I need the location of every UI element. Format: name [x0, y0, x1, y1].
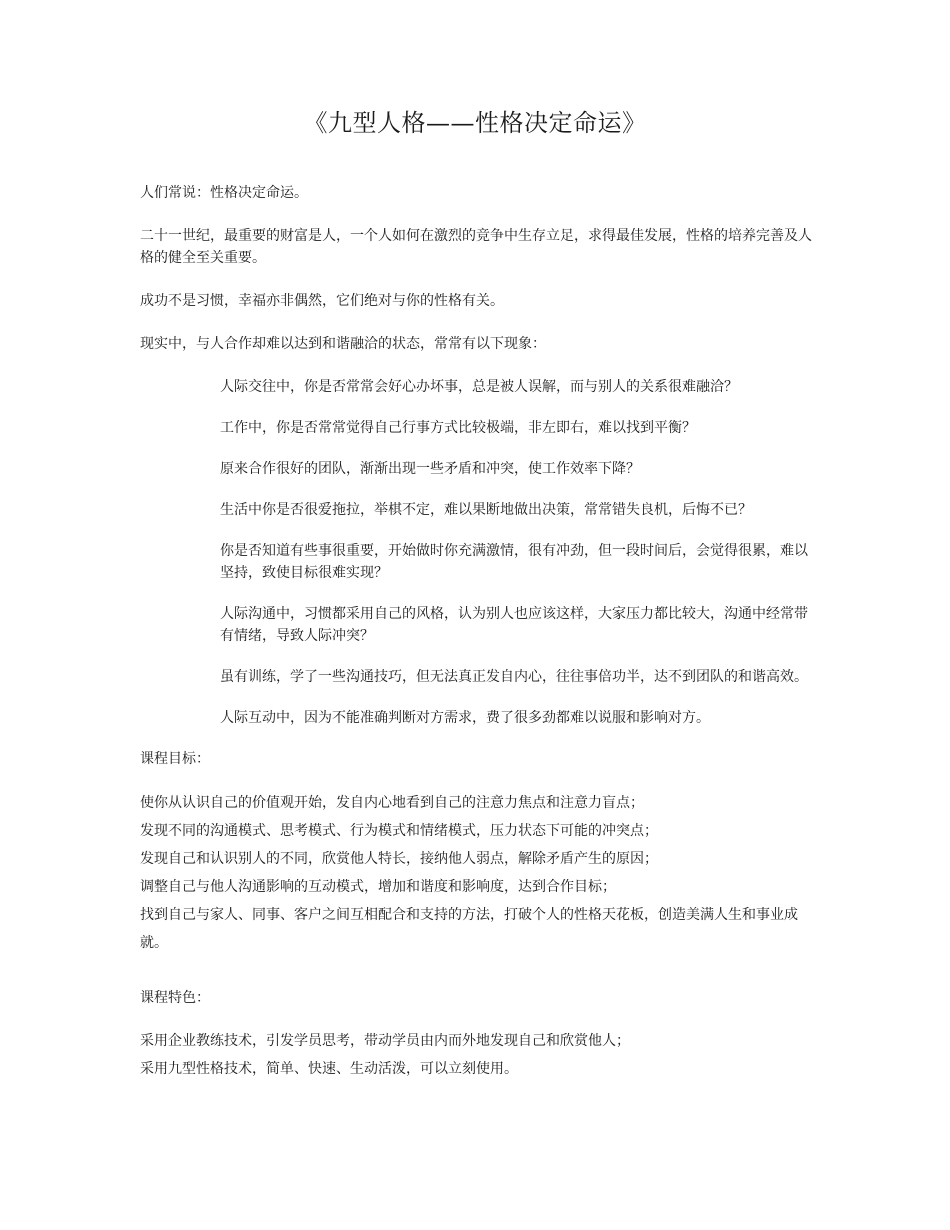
- phenomenon-item: 人际互动中，因为不能准确判断对方需求，费了很多劲都难以说服和影响对方。: [220, 710, 710, 726]
- features-heading: 课程特色：: [140, 990, 210, 1006]
- section-spacer: [140, 957, 815, 987]
- goal-item: 调整自己与他人沟通影响的互动模式，增加和谐度和影响度，达到合作目标；: [140, 879, 616, 895]
- phenomena-list: [220, 376, 815, 729]
- phenomenon-item: 人际沟通中，习惯都采用自己的风格，认为别人也应该这样，大家压力都比较大，沟通中经常带有情绪，导致人际冲突？: [220, 606, 808, 644]
- goals-list: [140, 789, 815, 957]
- feature-item: 采用企业教练技术，引发学员思考，带动学员由内而外地发现自己和欣赏他人；: [140, 1033, 630, 1049]
- phenomenon-item: 你是否知道有些事很重要，开始做时你充满激情，很有冲劲，但一段时间后，会觉得很累，难以坚持，致使目标很难实现？: [220, 543, 808, 581]
- paragraph-saying: 人们常说：性格决定命运。: [140, 185, 308, 201]
- goals-heading: 课程目标：: [140, 751, 210, 767]
- goal-item: 发现不同的沟通模式、思考模式、行为模式和情绪模式，压力状态下可能的冲突点；: [140, 823, 658, 839]
- goal-item: 发现自己和认识别人的不同，欣赏他人特长，接纳他人弱点，解除矛盾产生的原因；: [140, 851, 658, 867]
- features-list: [140, 1027, 815, 1083]
- phenomenon-item: 人际交往中，你是否常常会好心办坏事，总是被人误解，而与别人的关系很难融洽？: [220, 379, 738, 395]
- phenomenon-item: 原来合作很好的团队，渐渐出现一些矛盾和冲突，使工作效率下降？: [220, 461, 640, 477]
- document-body: [140, 182, 815, 1083]
- phenomenon-item: 虽有训练，学了一些沟通技巧，但无法真正发自内心，往往事倍功半，达不到团队的和谐高效。: [220, 669, 808, 685]
- paragraph-wealth: 二十一世纪，最重要的财富是人，一个人如何在激烈的竞争中生存立足，求得最佳发展，性格的培养完善及人格的健全至关重要。: [140, 228, 812, 266]
- paragraph-success: 成功不是习惯，幸福亦非偶然，它们绝对与你的性格有关。: [140, 293, 504, 309]
- feature-item: 采用九型性格技术，简单、快速、生动活泼，可以立刻使用。: [140, 1061, 518, 1077]
- phenomenon-item: 工作中，你是否常常觉得自己行事方式比较极端，非左即右，难以找到平衡？: [220, 420, 696, 436]
- document-title: 《九型人格——性格决定命运》: [303, 109, 647, 137]
- paragraph-reality: 现实中，与人合作却难以达到和谐融洽的状态，常常有以下现象：: [140, 336, 546, 352]
- goal-item: 找到自己与家人、同事、客户之间互相配合和支持的方法，打破个人的性格天花板，创造美满人生和事业成就。: [140, 907, 798, 951]
- goal-item: 使你从认识自己的价值观开始，发自内心地看到自己的注意力焦点和注意力盲点；: [140, 795, 644, 811]
- phenomenon-item: 生活中你是否很爱拖拉，举棋不定，难以果断地做出决策，常常错失良机，后悔不已？: [220, 502, 752, 518]
